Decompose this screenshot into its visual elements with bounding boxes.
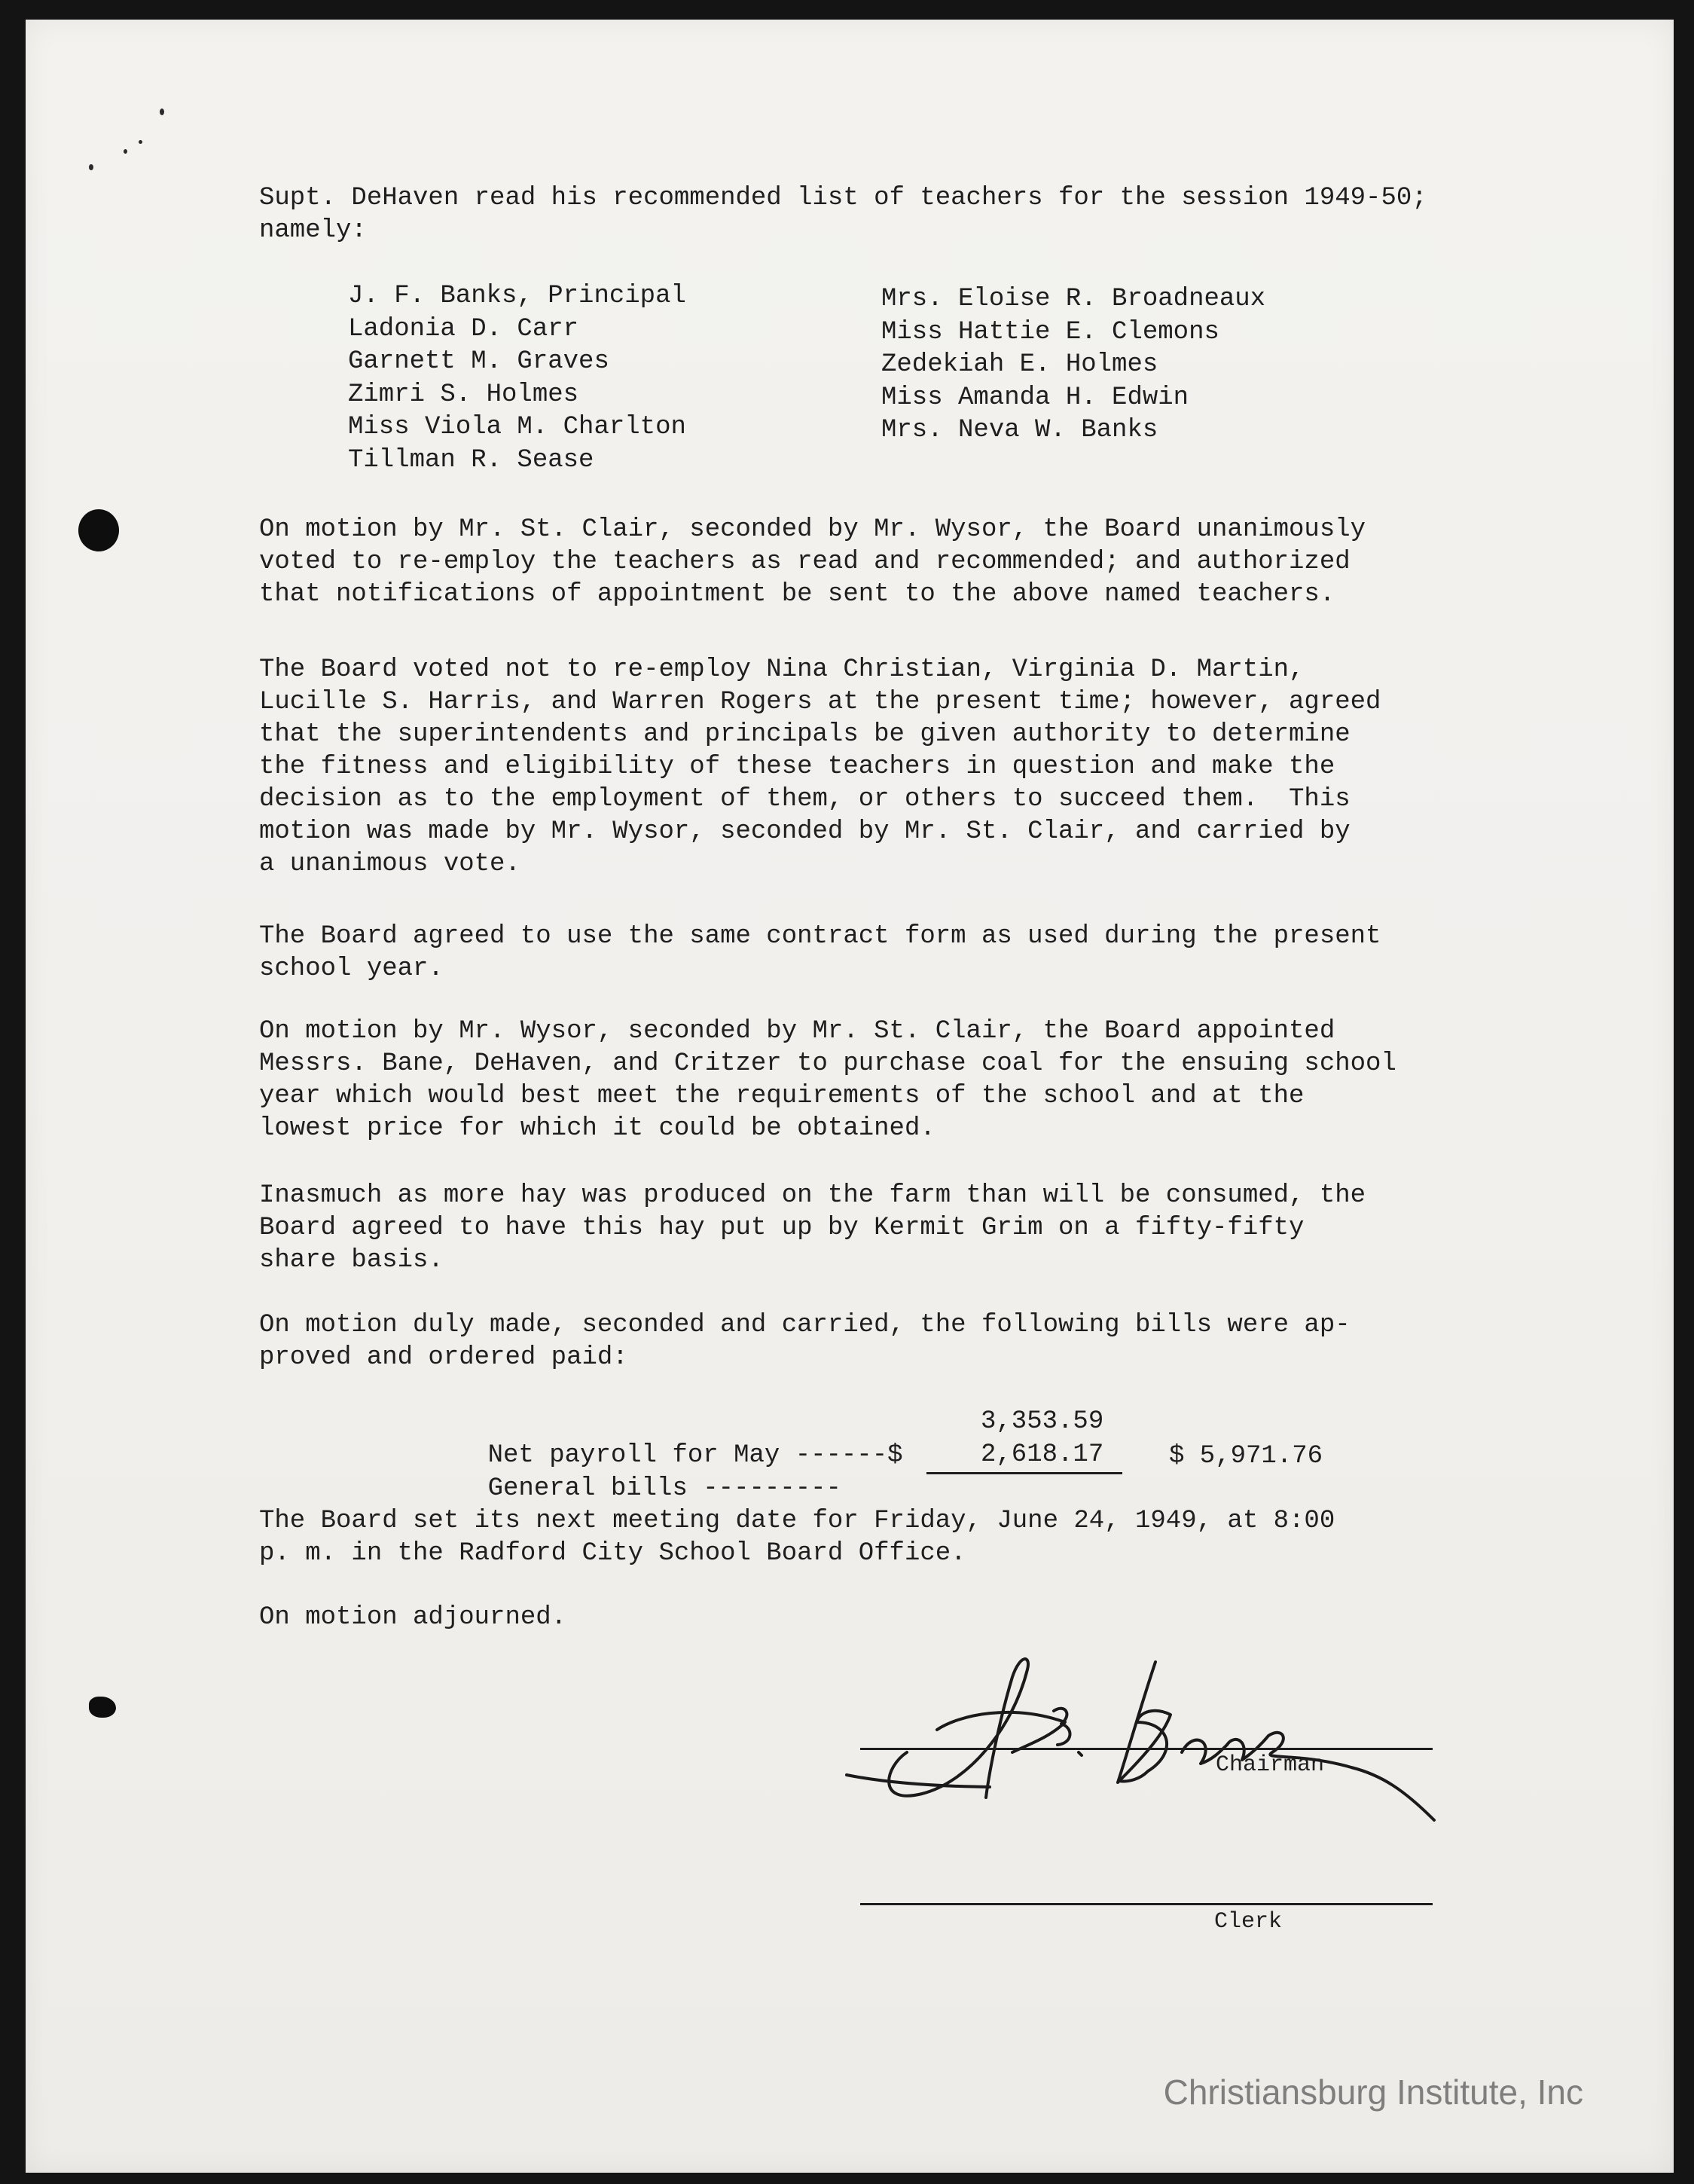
clerk-label: Clerk	[1214, 1909, 1283, 1935]
chairman-signature	[839, 1639, 1472, 1835]
bills-payroll-label: Net payroll for May ------$	[487, 1441, 903, 1470]
teacher-name: Miss Amanda H. Edwin	[881, 383, 1189, 412]
paragraph-coal: On motion by Mr. Wysor, seconded by Mr. St. Clair, the Board appointed Messrs. Bane, DeHaven, and Critzer to purchase coal for the ensuing school year which would best meet the requirements of the school and at the lowest price for which it could be obtained.	[259, 1017, 1396, 1143]
paper-speck	[124, 149, 127, 154]
chairman-signature-line	[860, 1748, 1433, 1750]
punch-hole-top	[78, 509, 119, 551]
paragraph-hay: Inasmuch as more hay was produced on the farm than will be consumed, the Board agreed to have this hay put up by Kermit Grim on a fifty-fifty share basis.	[259, 1181, 1366, 1275]
chairman-label: Chairman	[1216, 1752, 1325, 1778]
teacher-name: Miss Hattie E. Clemons	[881, 317, 1219, 347]
bills-total: $ 5,971.76	[1169, 1442, 1323, 1471]
teacher-name: J. F. Banks, Principal	[348, 282, 686, 310]
teacher-name: Tillman R. Sease	[348, 445, 594, 475]
bills-payroll-amount: 3,353.59	[981, 1407, 1104, 1436]
paragraph-adjourned: On motion adjourned.	[259, 1603, 567, 1632]
clerk-signature-line	[860, 1903, 1433, 1905]
paper-speck	[139, 140, 142, 144]
teachers-right-column	[881, 283, 1265, 447]
paragraph-bills: On motion duly made, seconded and carried, the following bills were ap- proved and ordered paid:	[259, 1311, 1351, 1372]
teachers-left-column	[348, 280, 686, 477]
intro-text: Supt. DeHaven read his recommended list of teachers for the session 1949-50; namely:	[259, 184, 1427, 245]
teacher-name: Garnett M. Graves	[348, 347, 609, 376]
paragraph-next-meeting: The Board set its next meeting date for Friday, June 24, 1949, at 8:00 p. m. in the Radford City School Board Office.	[259, 1507, 1335, 1568]
teacher-name: Miss Viola M. Charlton	[348, 413, 686, 441]
bills-general-label: General bills ---------	[487, 1474, 841, 1503]
paper-speck	[89, 164, 93, 170]
paragraph-not-reemploy: The Board voted not to re-employ Nina Christian, Virginia D. Martin, Lucille S. Harris, and Warren Rogers at the present time; however, agreed that the superintendents and principals be given authority to determine the fitness and eligibility of these teachers in question and make the decision as to the employment of them, or others to succeed them. This motion was made by Mr. Wysor, seconded by Mr. St. Clair, and carried by a unanimous vote.	[259, 655, 1381, 878]
document-page	[26, 20, 1674, 2173]
bills-general-amount: 2,618.17	[981, 1440, 1104, 1469]
bills-subtotal-underline	[926, 1472, 1122, 1474]
paragraph-contract: The Board agreed to use the same contract form as used during the present school year.	[259, 922, 1381, 983]
teacher-name: Zedekiah E. Holmes	[881, 350, 1158, 379]
teacher-name: Mrs. Eloise R. Broadneaux	[881, 285, 1266, 313]
watermark: Christiansburg Institute, Inc	[1163, 2073, 1583, 2112]
teacher-name: Ladonia D. Carr	[348, 314, 579, 344]
paragraph-reemploy: On motion by Mr. St. Clair, seconded by Mr. Wysor, the Board unanimously voted to re-employ the teachers as read and recommended; and authorized that notifications of appointment be sent to the above named teachers.	[259, 515, 1366, 609]
teacher-name: Mrs. Neva W. Banks	[881, 416, 1158, 444]
teacher-name: Zimri S. Holmes	[348, 380, 579, 409]
punch-hole-bottom	[89, 1697, 116, 1718]
paper-speck	[160, 108, 164, 115]
